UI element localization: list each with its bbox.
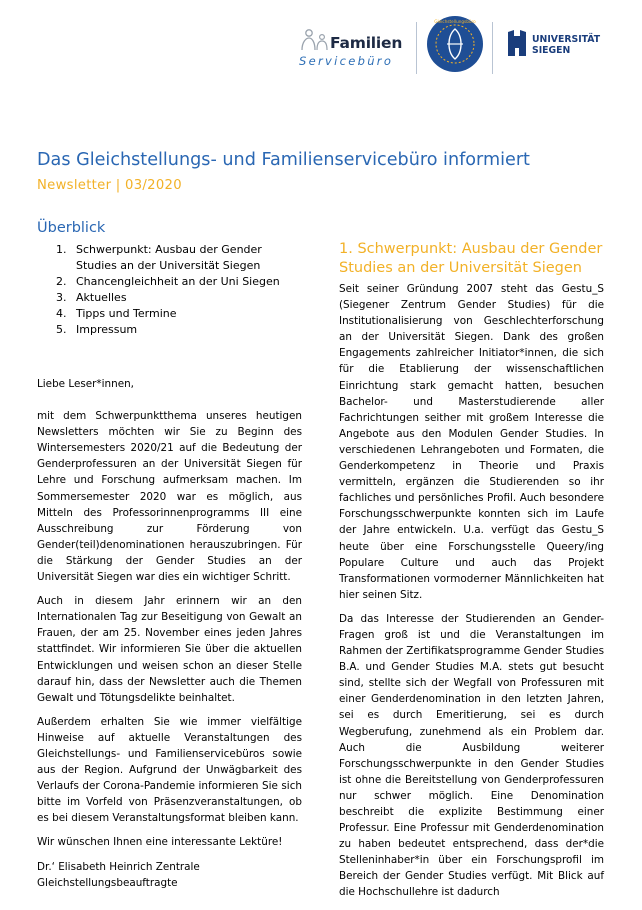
- divider: [416, 22, 417, 74]
- letter-paragraph: Auch in diesem Jahr erinnern wir an den Internationalen Tag zur Beseitigung von Gewalt an Frauen, der am 25. November eines jeden Jahres stattfindet. Wir informieren Sie über die aktuellen Entwicklungen und weisen schon an dieser Stelle darauf hin, dass der Newsletter auch die Themen Gewalt und Tötungsdelikte beinhaltet.: [37, 595, 302, 704]
- section1-body: [339, 281, 604, 901]
- overview-item: 2. Chancengleichheit an der Uni Siegen: [56, 275, 280, 288]
- newsletter-issue: Newsletter | 03/2020: [37, 178, 182, 193]
- left-column: [37, 220, 302, 891]
- family-people-icon: [298, 28, 332, 52]
- university-emblem-icon: [506, 28, 528, 58]
- page-title: Das Gleichstellungs- und Familienservicebüro informiert: [37, 150, 530, 170]
- section1-heading: 1. Schwerpunkt: Ausbau der Gender Studies an der Universität Siegen: [339, 241, 603, 276]
- overview-item: 4. Tipps und Termine: [56, 307, 177, 320]
- letter-signature: Dr.‘ Elisabeth Heinrich Zentrale Gleichstellungsbeauftragte: [37, 860, 200, 889]
- letter-greeting: Liebe Leser*innen,: [37, 378, 134, 390]
- header-logos: [298, 14, 628, 74]
- letter-body: [37, 376, 302, 891]
- divider: [492, 22, 493, 74]
- letter-closing: Wir wünschen Ihnen eine interessante Lektüre!: [37, 836, 283, 849]
- university-wordmark: [532, 35, 600, 56]
- university-line1: UNIVERSITÄT: [532, 34, 601, 45]
- familien-word: Familien: [330, 34, 403, 52]
- overview-heading: Überblick: [37, 220, 106, 236]
- overview-item: 1. Schwerpunkt: Ausbau der Gender Studies an der Universität Siegen: [56, 243, 262, 272]
- university-line2: SIEGEN: [532, 44, 571, 56]
- section1-paragraph: Da das Interesse der Studierenden an Gender-Fragen groß ist und die Veranstaltungen im Rahmen der Zertifikatsprogramme Gender Studies B.A. und Gender Studies M.A. stets gut besucht sind, stellte sich der Wegfall von Professuren mit einer Genderdenomination in den letzten Jahren, sei es durch Emeritierung, sei es durch Wegberufung, zunehmend als ein Problem dar. Auch die Ausbildung weiterer Forschungsschwerpunkte in den Gender Studies ist ohne die Bereitstellung von Genderprofessuren nur schwer möglich. Eine Denomination beschreibt die explizite Bestimmung einer Professur. Eine Professur mit Genderdenomination zu haben bedeutet entsprechend, dass der*die Stelleninhaber*in über ein Forschungsprofil im Bereich der Gender Studies verfügt. Mit Blick auf die Hochschullehre ist dadurch: [339, 612, 604, 899]
- universitaet-siegen-logo: [500, 28, 630, 62]
- letter-paragraph: Außerdem erhalten Sie wie immer vielfältige Hinweise auf aktuelle Veranstaltungen des Gleichstellungs- und Familienservicebüros sowie aus der Region. Aufgrund der Unwägbarkeit des Verlaufs der Corona-Pandemie informieren Sie sich bitte im Vorfeld von Präsenzveranstaltungen, ob es bei diesem Veranstaltungsformat bleiben kann.: [37, 715, 302, 825]
- familien-servicebuero-logo: [298, 28, 408, 72]
- overview-item: 3. Aktuelles: [56, 291, 127, 304]
- servicebuero-word: Servicebüro: [299, 54, 394, 68]
- gleichstellungsbuero-seal-logo: [425, 14, 485, 74]
- section1-paragraph: Seit seiner Gründung 2007 steht das Gestu_S (Siegener Zentrum Gender Studies) für die Institutionalisierung von Geschlechterforschung an der Universität Siegen. Dank des großen Engagements zahlreicher Initiator*innen, die sich für die Etablierung der wissenschaftlichen Einrichtung stark gemacht hatten, besuchen Bachelor- und Masterstudierende aller Fachrichtungen seither mit großem Interesse die Angebote aus den Modulen Gender Studies. In verschiedenen Lehrangeboten und Formaten, die Genderkompetenz in Theorie und Praxis vermitteln, ergänzen die Studierenden so ihr fachliches und persönliches Profil. Auch besondere Forschungsschwerpunkte konnten sich im Laufe der Jahre entwickeln. U.a. verfügt das Gestu_S heute über eine Forschungsstelle Queery/ing Populare Culture und auch das Projekt Transformationen vormoderner Männlichkeiten hat hier seinen Sitz.: [339, 283, 604, 601]
- seal-text: Gleichstellungsbüro: [434, 19, 476, 24]
- overview-list: [56, 242, 302, 338]
- right-column: [339, 240, 604, 901]
- overview-item: 5. Impressum: [56, 323, 138, 336]
- letter-paragraph: mit dem Schwerpunktthema unseres heutigen Newsletters möchten wir Sie zu Beginn des Wintersemesters 2020/21 auf die Bedeutung der Genderprofessuren an der Universität Siegen für Lehre und Forschung aufmerksam machen. Im Sommersemester 2020 war es möglich, aus Mitteln des Professorinnenprogramms III eine Ausschreibung zur Förderung von Gender(teil)denominationen herauszubringen. Für die Stärkung der Gender Studies an der Universität Siegen war dies ein wichtiger Schritt.: [37, 410, 302, 584]
